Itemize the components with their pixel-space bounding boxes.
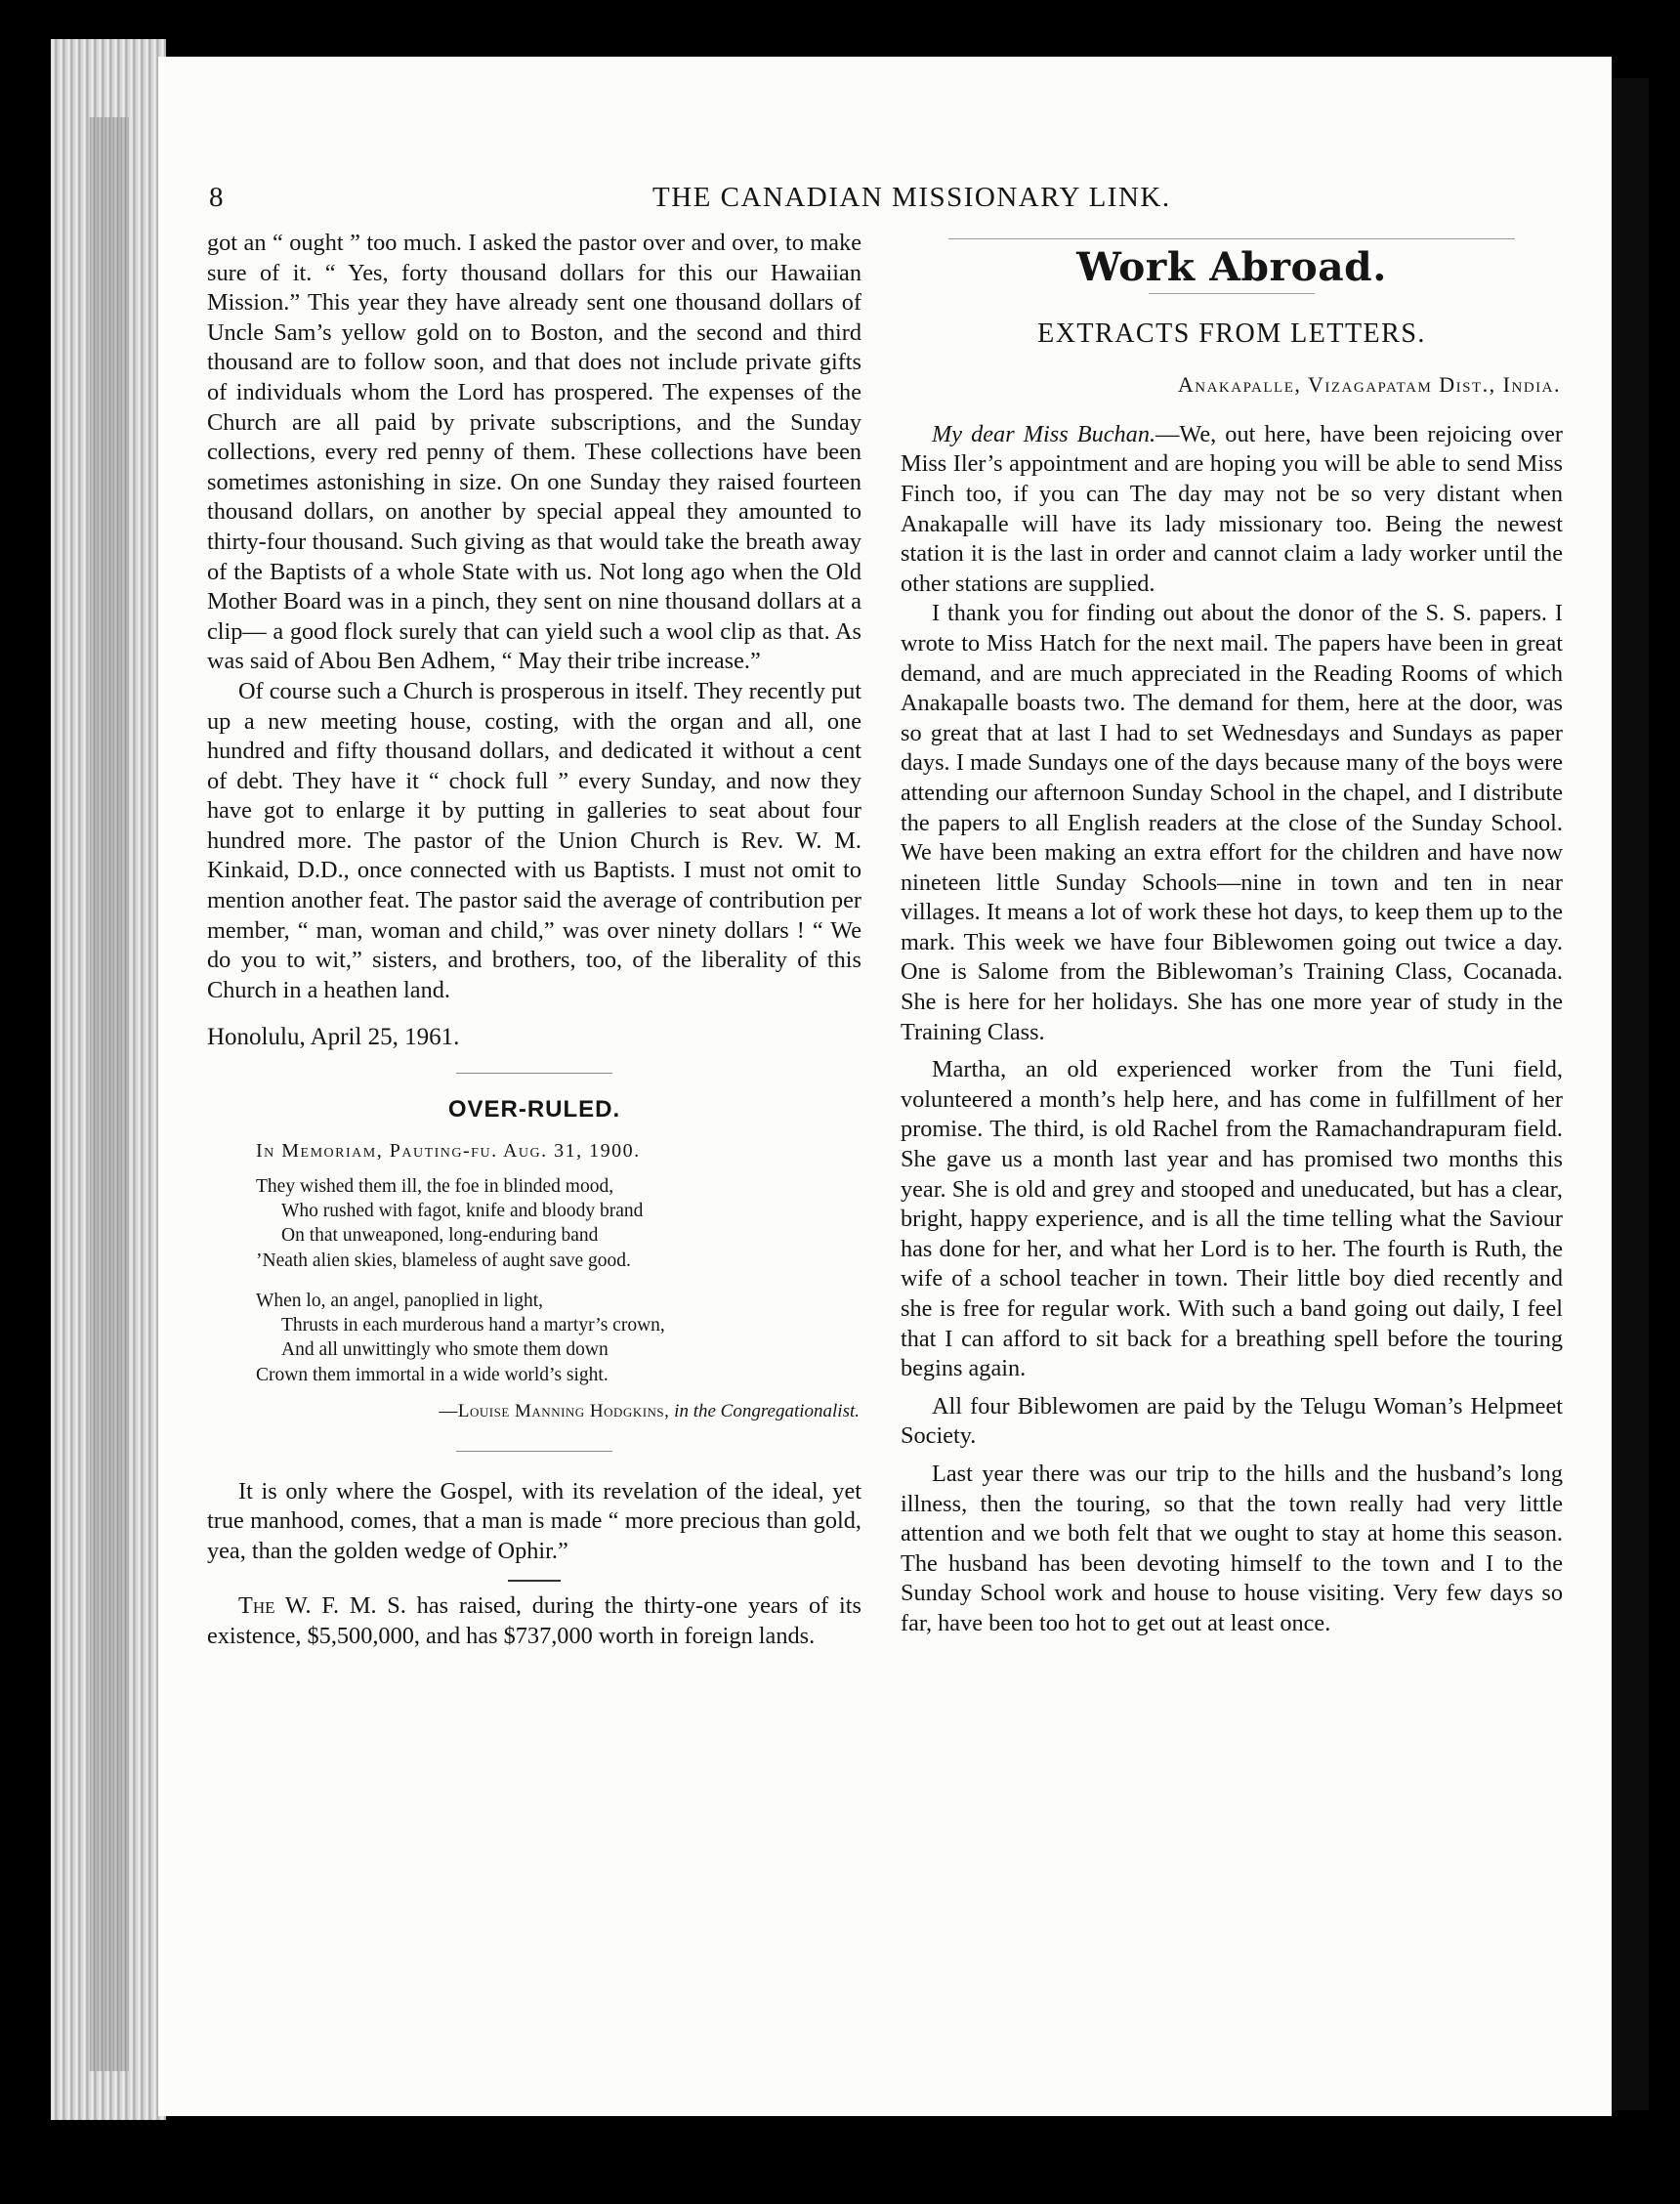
section-divider [456,1451,612,1452]
poem-title: OVER-RULED. [447,1096,621,1123]
letter-paragraph: I thank you for finding out about the donor of the S. S. papers. I wrote to Miss Hatch for the next mail. The papers have been in great demand, and are much appreciated in the Reading Rooms of which Anakapalle boasts two. The demand for them, here at the door, was so great that at last I had to set Wednesdays and Sundays as paper days. I made Sundays one of the days because many of the boys were attending our afternoon Sunday School in the chapel, and I distribute the papers to all English readers at the close of the Sunday School. We have been making an extra effort for the children and have now nineteen little Sunday Schools—nine in town and ten in near villages. It means a lot of work these hot days, to keep them up to the mark. This week we have four Biblewomen going out twice a day. One is Salome from the Biblewoman’s Training Class, Cocanada. She is here for her holidays. She has one more year of study in the Training Class. [901,600,1563,1045]
book-binding-shadow [90,117,129,2071]
wfms-text: W. F. M. S. has raised, during the thirty-one years of its existence, $5,500,000, and has $737,000 worth in foreign lands. [207,1592,861,1649]
section-heading: Work Abroad. [1076,244,1387,290]
poem-author: —Louise Manning Hodgkins, [439,1401,670,1421]
salutation: My dear Miss Buchan. [932,420,1156,447]
letter-location: Anakapalle, Vizagapatam Dist., India. [1177,372,1561,398]
wfms-lead: The [238,1592,275,1620]
wfms-paragraph [207,1591,861,1651]
poem-credit [207,1397,860,1427]
poem-source: in the Congregationalist. [669,1401,860,1421]
short-divider [508,1580,561,1582]
dateline: Honolulu, April 25, 1961. [207,1024,460,1051]
poem-line: ’Neath alien skies, blameless of aught save good. [256,1250,631,1271]
letter-paragraph: All four Biblewomen are paid by the Telugu Woman’s Helpmeet Society. [901,1392,1563,1450]
article-continuation-paragraph: got an “ ought ” too much. I asked the pastor over and over, to make sure of it. “ Yes, forty thousand dollars for this our Hawaiian Mission.” This year they have already sent one thousand dollars of Uncle Sam’s yellow gold on to Boston, and the second and third thousand are to follow soon, and that does not include private gifts of individuals whom the Lord has prospered. The expenses of the Church are all paid by private subscriptions, and the Sunday collections, every red penny of them. These collections have been sometimes astonishing in size. On one Sunday they raised fourteen thousand dollars, on another by special appeal they amounted to thirty-four thousand. Such giving as that would take the breath away of the Baptists of a whole State with us. Not long ago when the Old Mother Board was in a pinch, they sent on nine thousand dollars at a clip— a good flock surely that can yield such a wool clip as that. As was said of Abou Ben Adhem, “ May their tribe increase.” [207,230,861,675]
running-title: THE CANADIAN MISSIONARY LINK. [652,182,1171,213]
section-divider [456,1073,612,1074]
letter-paragraph [901,420,1563,600]
article-paragraph: Of course such a Church is prosperous in itself. They recently put up a new meeting house, costing, with the organ and all, one hundred and fifty thousand dollars, and dedicated it without a cent of debt. They have it “ chock full ” every Sunday, and now they have got to enlarge it by putting in galleries to seat about four hundred more. The pastor of the Union Church is Rev. W. M. Kinkaid, D.D., once connected with us Baptists. I must not omit to mention another feat. The pastor said the average of contribution per member, “ man, woman and child,” was over ninety dollars ! “ We do you to wit,” sisters, and brothers, too, of the liberality of this Church in a heathen land. [207,677,861,1003]
poem-line: Thrusts in each murderous hand a martyr’s crown, [281,1315,665,1336]
page-number: 8 [209,182,224,213]
poem-line: Crown them immortal in a wide world’s sight. [256,1364,609,1385]
column-top-rule [948,238,1515,239]
right-column [901,238,1563,1639]
poem [256,1174,861,1387]
magazine-page [158,57,1612,2116]
poem-line: And all unwittingly who smote them down [281,1339,609,1361]
scan-right-edge [1610,78,1649,2110]
memorial-prefix: In Memoriam [256,1139,377,1162]
poem-line: Who rushed with fagot, knife and bloody brand [281,1200,644,1221]
letter-text: —We, out here, have been rejoicing over Miss Iler’s appointment and are hoping you will be able to send Miss Finch too, if you can The day may not be so very distant when Anakapalle will have its lady missionary too. Being the newest station it is the last in order and cannot claim a lady worker until the other stations are supplied. [901,420,1563,597]
heading-divider [1149,293,1315,294]
letter-paragraph: Last year there was our trip to the hills and the husband’s long illness, then the touring, so that the town really had very little attention and we both felt that we ought to stay at home this season. The husband has been devoting himself to the town and I to the Sunday School work and house to house visiting. Very few days so far, have been too hot to get out at least once. [901,1460,1563,1636]
left-column [207,229,861,1652]
poem-dedication [256,1139,861,1163]
stanza-break [256,1273,861,1289]
poem-line: When lo, an angel, panoplied in light, [256,1290,544,1311]
memorial-detail: , Pauting-fu. Aug. 31, 1900. [376,1139,641,1162]
letter-paragraph: Martha, an old experienced worker from the Tuni field, volunteered a month’s help here, and has come in fulfillment of her promise. The third, is old Rachel from the Ramachandrapuram field. She gave us a month last year and has promised two months this year. She is old and grey and stooped and uneducated, but has a clear, bright, happy experience, and is all the time telling what the Saviour has done for her, and what her Lord is to her. The fourth is Ruth, the wife of a school teacher in town. Their little boy died recently and she is free for regular work. With such a band going out daily, I feel that I can afford to sit back for a breathing spell before the touring begins again. [901,1056,1563,1382]
gospel-paragraph: It is only where the Gospel, with its revelation of the ideal, yet true manhood, comes, that a man is made “ more precious than gold, yea, than the golden wedge of Ophir.” [207,1477,861,1564]
poem-line: On that unweaponed, long-enduring band [281,1225,599,1247]
poem-line: They wished them ill, the foe in blinded mood, [256,1175,614,1197]
page-header [209,182,1576,221]
extracts-title: EXTRACTS FROM LETTERS. [1037,318,1426,349]
